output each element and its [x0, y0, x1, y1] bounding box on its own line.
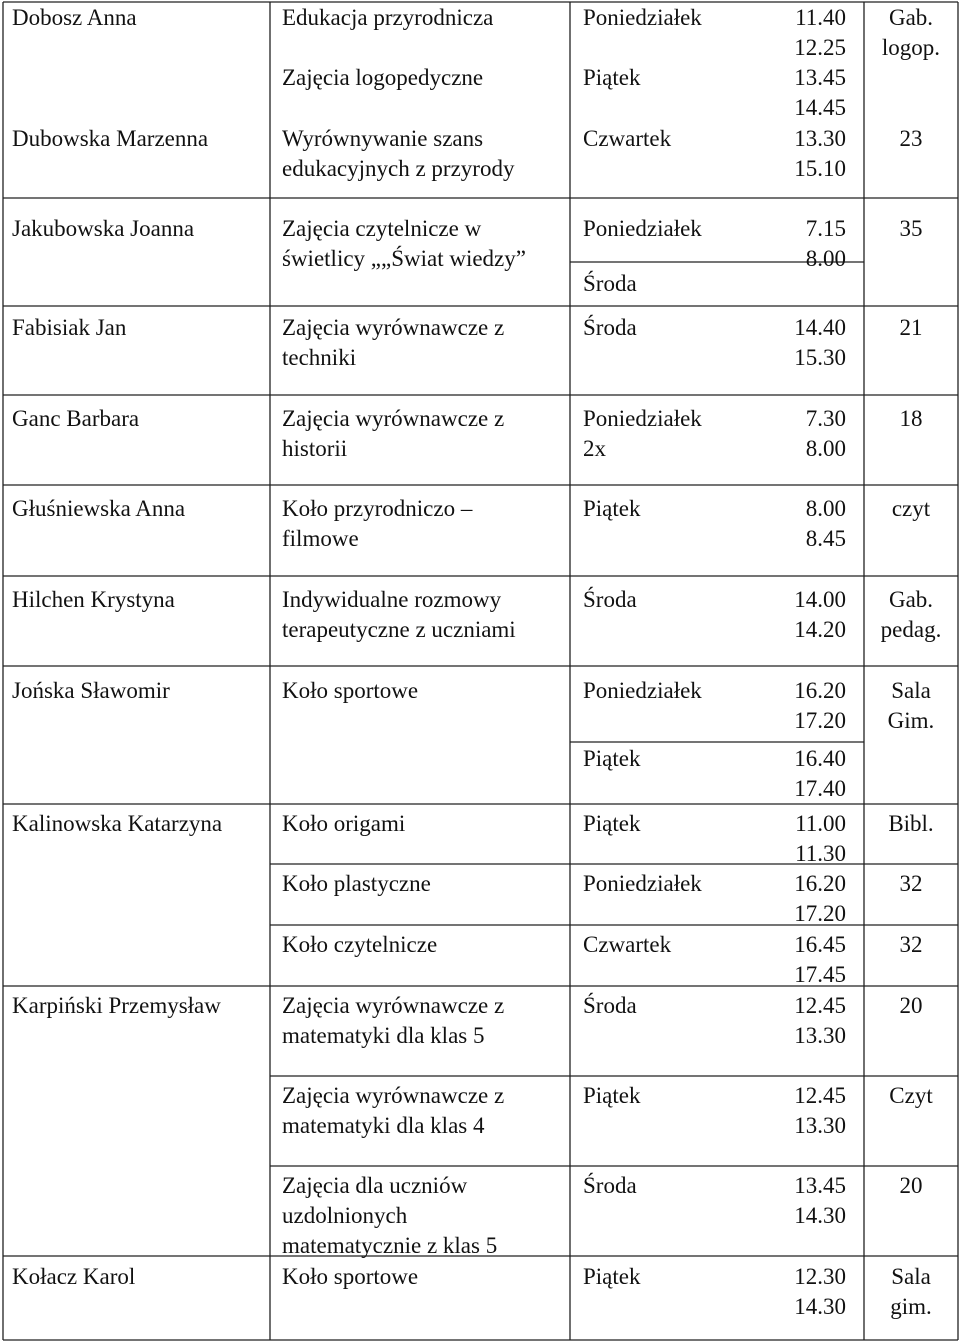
room-label: logop.: [881, 35, 941, 60]
teacher-name: Kołacz Karol: [12, 1264, 136, 1289]
time-start: 13.45: [794, 65, 846, 90]
activity-name: Koło czytelnicze: [282, 932, 438, 957]
time-end: 8.45: [805, 526, 846, 551]
time-end: 11.30: [795, 841, 846, 866]
teacher-name: Dubowska Marzenna: [12, 126, 209, 151]
activity-name: Zajęcia czytelnicze w: [282, 216, 482, 241]
activity-name: Koło sportowe: [282, 1264, 419, 1289]
time-start: 11.00: [795, 811, 846, 836]
teacher-name: Jakubowska Joanna: [12, 216, 195, 241]
day-of-week: Czwartek: [583, 932, 672, 957]
time-start: 14.00: [794, 587, 846, 612]
activity-name: Zajęcia wyrównawcze z: [282, 315, 505, 340]
time-end: 17.40: [794, 776, 846, 801]
room-label: Gim.: [887, 708, 935, 733]
activity-name: Koło sportowe: [282, 678, 419, 703]
activity-name: historii: [282, 436, 348, 461]
day-of-week: Czwartek: [583, 126, 672, 151]
day-of-week: Piątek: [583, 811, 641, 836]
room-label: Sala: [891, 678, 931, 703]
time-end: 8.00: [805, 436, 846, 461]
activity-name: matematyki dla klas 5: [282, 1023, 485, 1048]
teacher-name: Kalinowska Katarzyna: [12, 811, 223, 836]
room-label: 18: [899, 406, 923, 431]
day-of-week: Poniedziałek: [583, 678, 702, 703]
activity-name: Zajęcia wyrównawcze z: [282, 406, 505, 431]
activity-name: matematyki dla klas 4: [282, 1113, 485, 1138]
day-of-week: Poniedziałek: [583, 5, 702, 30]
activity-name: Koło przyrodniczo –: [282, 496, 473, 521]
time-end: 8.00: [805, 246, 846, 271]
room-label: 32: [899, 871, 923, 896]
activity-name: Koło plastyczne: [282, 871, 431, 896]
day-of-week: Poniedziałek: [583, 871, 702, 896]
time-start: 8.00: [805, 496, 846, 521]
teacher-name: Głuśniewska Anna: [12, 496, 186, 521]
day-of-week: 2x: [583, 436, 606, 461]
time-start: 16.20: [794, 871, 846, 896]
activity-name: Zajęcia logopedyczne: [282, 65, 484, 90]
room-label: 23: [899, 126, 923, 151]
time-end: 17.45: [794, 962, 846, 987]
room-label: 32: [899, 932, 923, 957]
activity-name: Zajęcia wyrównawcze z: [282, 1083, 505, 1108]
day-of-week: Piątek: [583, 1083, 641, 1108]
time-start: 12.45: [794, 993, 846, 1018]
room-label: 20: [899, 1173, 923, 1198]
day-of-week: Środa: [583, 271, 637, 296]
activity-name: świetlicy „„Świat wiedzy”: [282, 246, 526, 271]
time-end: 14.45: [794, 95, 846, 120]
time-start: 16.20: [794, 678, 846, 703]
day-of-week: Środa: [583, 1173, 637, 1198]
day-of-week: Środa: [583, 315, 637, 340]
room-label: 35: [899, 216, 923, 241]
time-end: 15.30: [794, 345, 846, 370]
teacher-name: Hilchen Krystyna: [12, 587, 175, 612]
room-label: Gab.: [888, 5, 934, 30]
room-label: Bibl.: [888, 811, 934, 836]
time-start: 12.30: [794, 1264, 846, 1289]
day-of-week: Poniedziałek: [583, 406, 702, 431]
time-end: 17.20: [794, 901, 846, 926]
activity-name: uzdolnionych: [282, 1203, 408, 1228]
teacher-name: Dobosz Anna: [12, 5, 137, 30]
room-label: Gab.: [888, 587, 934, 612]
time-end: 14.30: [794, 1203, 846, 1228]
room-label: Sala: [891, 1264, 931, 1289]
activity-name: Indywidualne rozmowy: [282, 587, 502, 612]
time-start: 16.40: [794, 746, 846, 771]
room-label: 20: [899, 993, 923, 1018]
room-label: Czyt: [889, 1083, 933, 1108]
teacher-name: Jońska Sławomir: [12, 678, 170, 703]
day-of-week: Piątek: [583, 65, 641, 90]
time-end: 14.30: [794, 1294, 846, 1319]
activity-name: filmowe: [282, 526, 359, 551]
room-label: czyt: [891, 496, 931, 521]
time-end: 14.20: [794, 617, 846, 642]
day-of-week: Piątek: [583, 746, 641, 771]
time-end: 13.30: [794, 1113, 846, 1138]
activity-name: Wyrównywanie szans: [282, 126, 484, 151]
time-start: 12.45: [794, 1083, 846, 1108]
day-of-week: Środa: [583, 587, 637, 612]
activity-name: Zajęcia wyrównawcze z: [282, 993, 505, 1018]
time-start: 13.45: [794, 1173, 846, 1198]
time-end: 17.20: [794, 708, 846, 733]
activity-name: Edukacja przyrodnicza: [282, 5, 494, 30]
activity-name: edukacyjnych z przyrody: [282, 156, 515, 181]
teacher-name: Karpiński Przemysław: [12, 993, 221, 1018]
time-end: 13.30: [794, 1023, 846, 1048]
room-label: gim.: [890, 1294, 932, 1319]
teacher-name: Fabisiak Jan: [12, 315, 127, 340]
room-label: 21: [899, 315, 923, 340]
day-of-week: Piątek: [583, 496, 641, 521]
time-end: 12.25: [794, 35, 846, 60]
activity-name: techniki: [282, 345, 357, 370]
room-label: pedag.: [880, 617, 942, 642]
activity-name: matematycznie z klas 5: [282, 1233, 498, 1258]
time-start: 7.30: [805, 406, 846, 431]
time-start: 14.40: [794, 315, 846, 340]
time-start: 16.45: [794, 932, 846, 957]
time-start: 11.40: [795, 5, 846, 30]
time-end: 15.10: [794, 156, 846, 181]
activity-name: Zajęcia dla uczniów: [282, 1173, 468, 1198]
teacher-name: Ganc Barbara: [12, 406, 140, 431]
time-start: 13.30: [794, 126, 846, 151]
activity-name: terapeutyczne z uczniami: [282, 617, 516, 642]
time-start: 7.15: [805, 216, 846, 241]
day-of-week: Środa: [583, 993, 637, 1018]
activity-name: Koło origami: [282, 811, 406, 836]
day-of-week: Piątek: [583, 1264, 641, 1289]
day-of-week: Poniedziałek: [583, 216, 702, 241]
